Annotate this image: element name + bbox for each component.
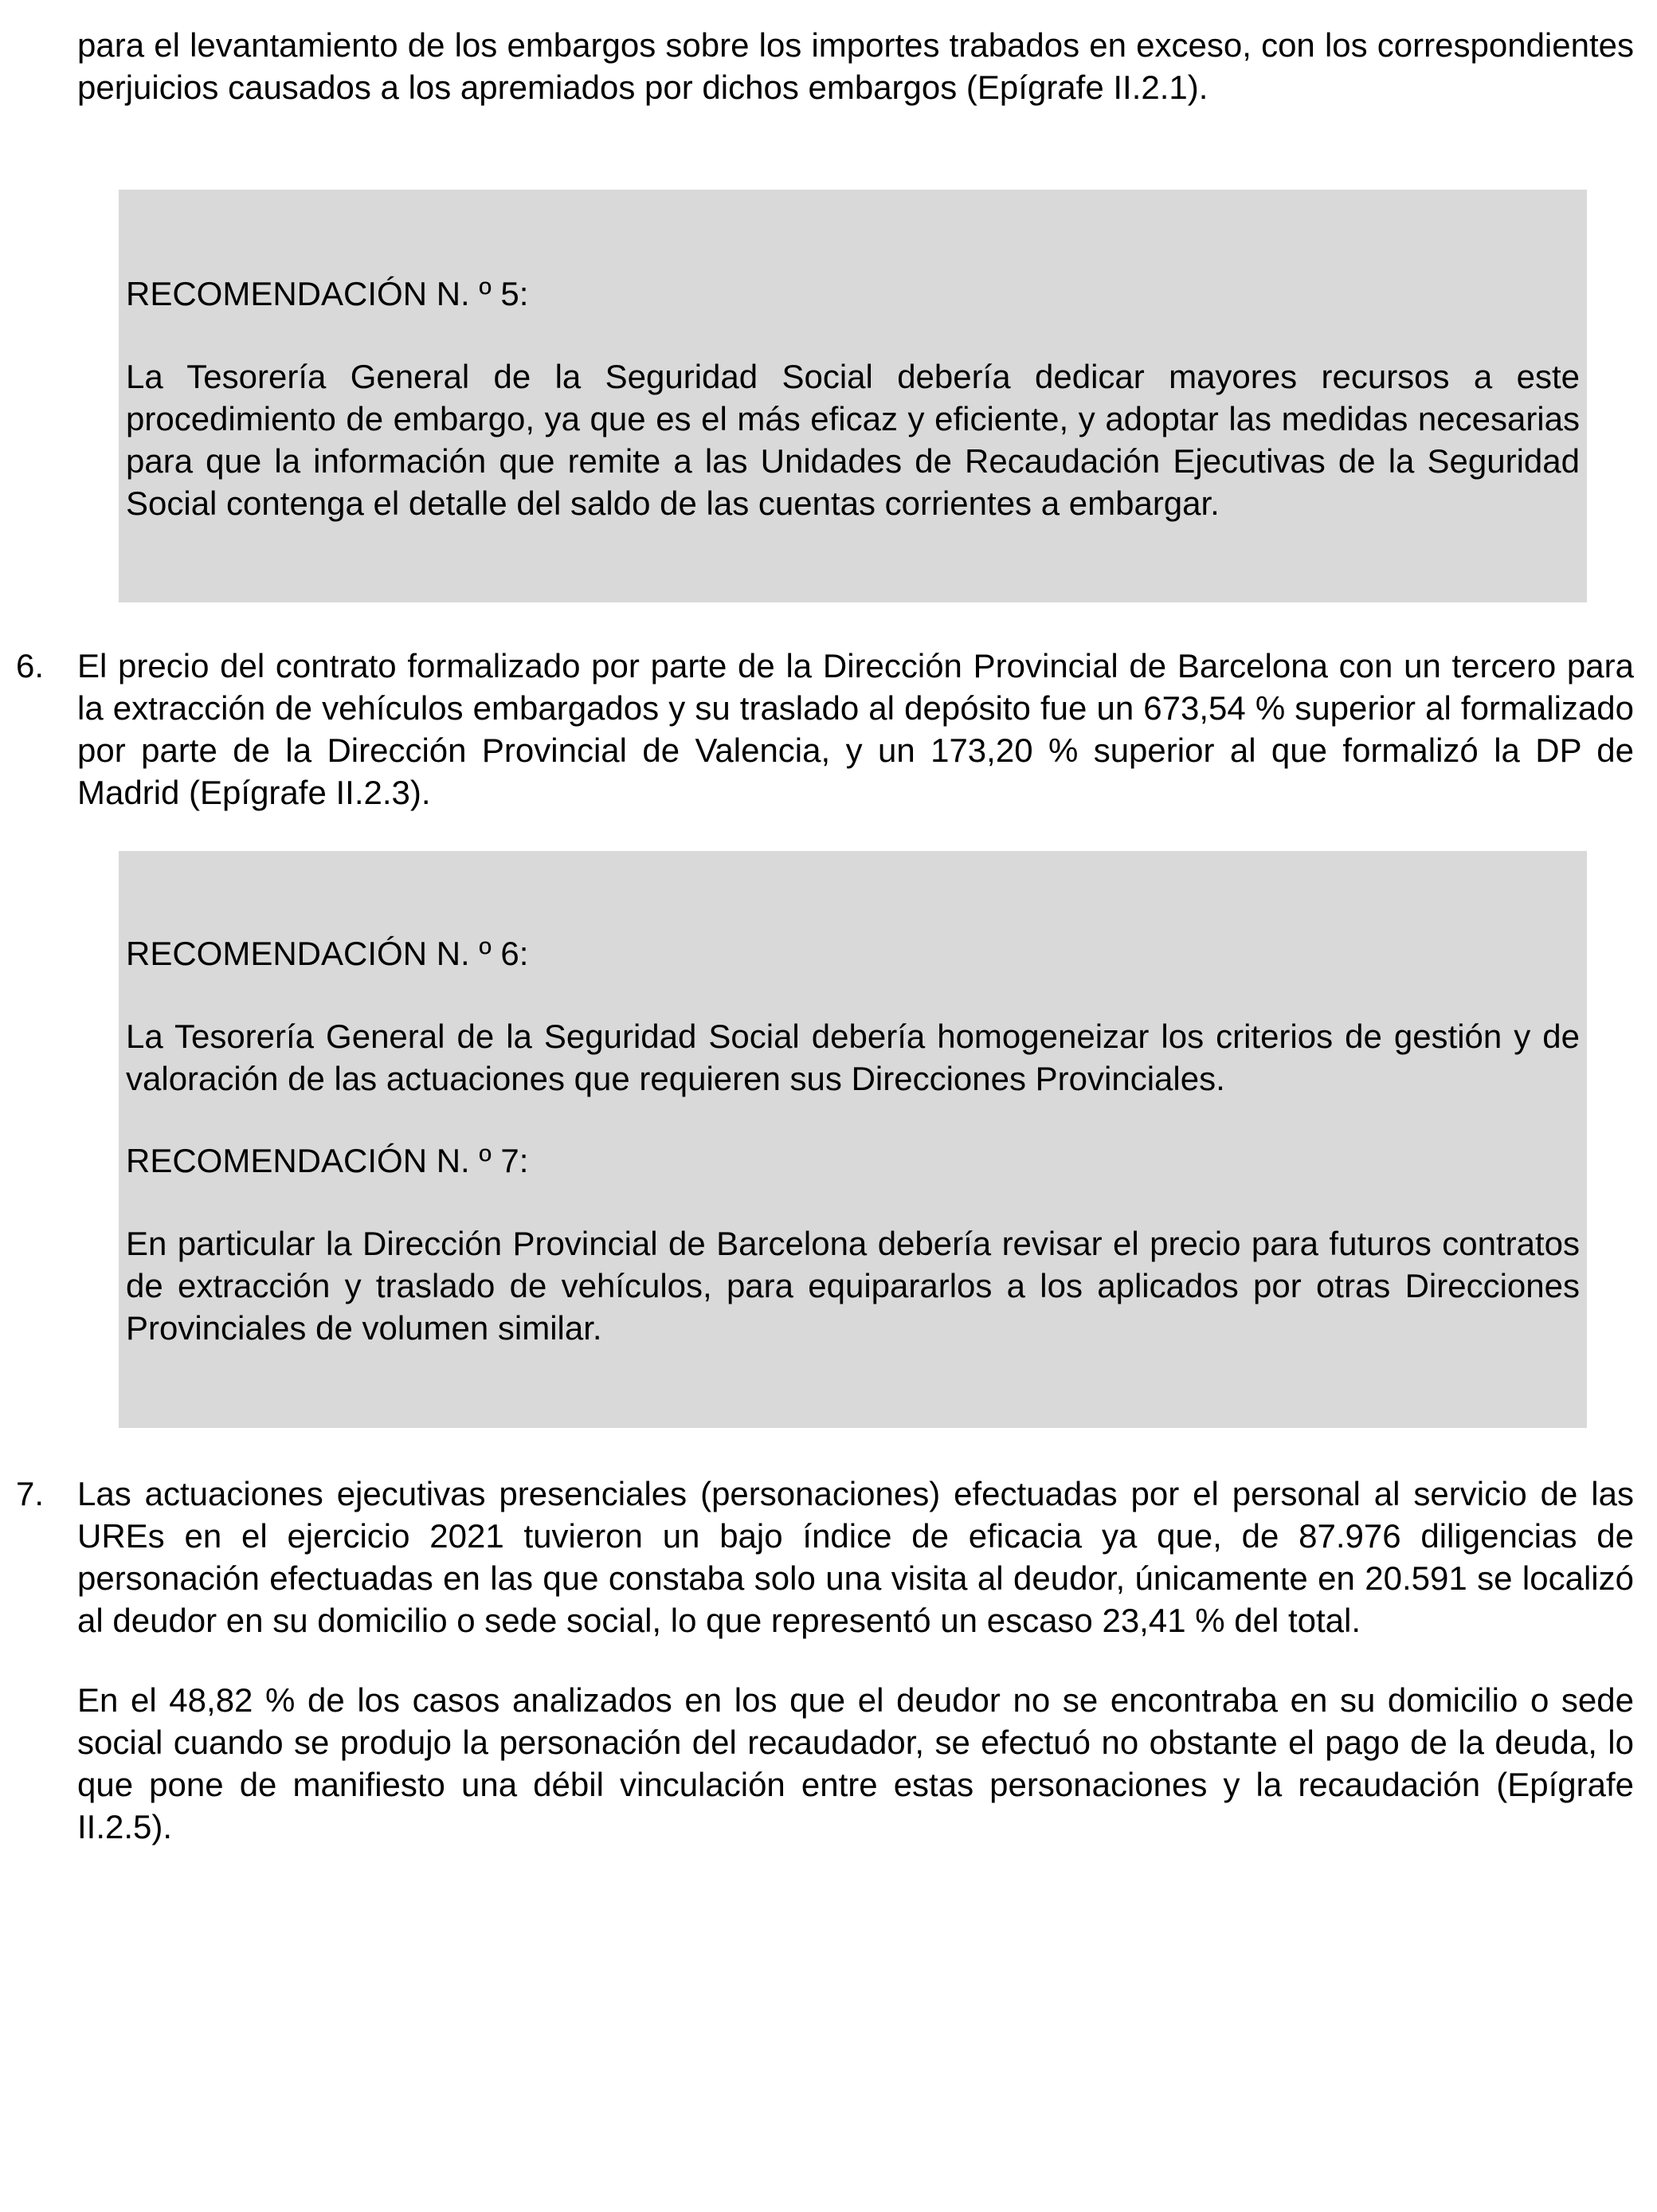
item-6-number: 6. [16, 647, 45, 684]
recommendation-6-title: RECOMENDACIÓN N. º 6: [126, 935, 529, 972]
intro-paragraph: para el levantamiento de los embargos sobre los importes trabados en exceso, con los correspondientes perjuicios causados a los apremiados por dichos embargos (Epígrafe II.2.1). [77, 26, 1634, 106]
recommendation-7-text: En particular la Dirección Provincial de Barcelona debería revisar el precio para futuros contratos de extracción y traslado de vehículos, para equipararlos a los aplicados por otras Direcciones Provinciales de volumen similar. [126, 1225, 1580, 1347]
recommendation-5-text: La Tesorería General de la Seguridad Social debería dedicar mayores recursos a este procedimiento de embargo, ya que es el más eficaz y eficiente, y adoptar las medidas necesarias para que la información que remite a las Unidades de Recaudación Ejecutivas de la Seguridad Social contenga el detalle del saldo de las cuentas corrientes a embargar. [126, 358, 1580, 522]
item-7-paragraph-2: En el 48,82 % de los casos analizados en los que el deudor no se encontraba en su domicilio o sede social cuando se produjo la personación del recaudador, se efectuó no obstante el pago de la deuda, lo que pone de manifiesto una débil vinculación entre estas personaciones y la recaudación (Epígrafe II.2.5). [77, 1681, 1634, 1845]
recommendation-7-title: RECOMENDACIÓN N. º 7: [126, 1142, 529, 1179]
item-7-number: 7. [16, 1475, 45, 1512]
recommendation-5-title: RECOMENDACIÓN N. º 5: [126, 275, 529, 312]
recommendation-6-text: La Tesorería General de la Seguridad Social debería homogeneizar los criterios de gestión y de valoración de las actuaciones que requieren sus Direcciones Provinciales. [126, 1018, 1580, 1097]
item-7-paragraph: Las actuaciones ejecutivas presenciales (personaciones) efectuadas por el personal al servicio de las UREs en el ejercicio 2021 tuvieron un bajo índice de eficacia ya que, de 87.976 diligencias de personación efectuadas en las que constaba solo una visita al deudor, únicamente en 20.591 se localizó al deudor en su domicilio o sede social, lo que representó un escaso 23,41 % del total. [77, 1475, 1634, 1639]
item-6-paragraph: El precio del contrato formalizado por parte de la Dirección Provincial de Barcelona con un tercero para la extracción de vehículos embargados y su traslado al depósito fue un 673,54 % superior al formalizado por parte de la Dirección Provincial de Valencia, y un 173,20 % superior al que formalizó la DP de Madrid (Epígrafe II.2.3). [77, 647, 1634, 811]
